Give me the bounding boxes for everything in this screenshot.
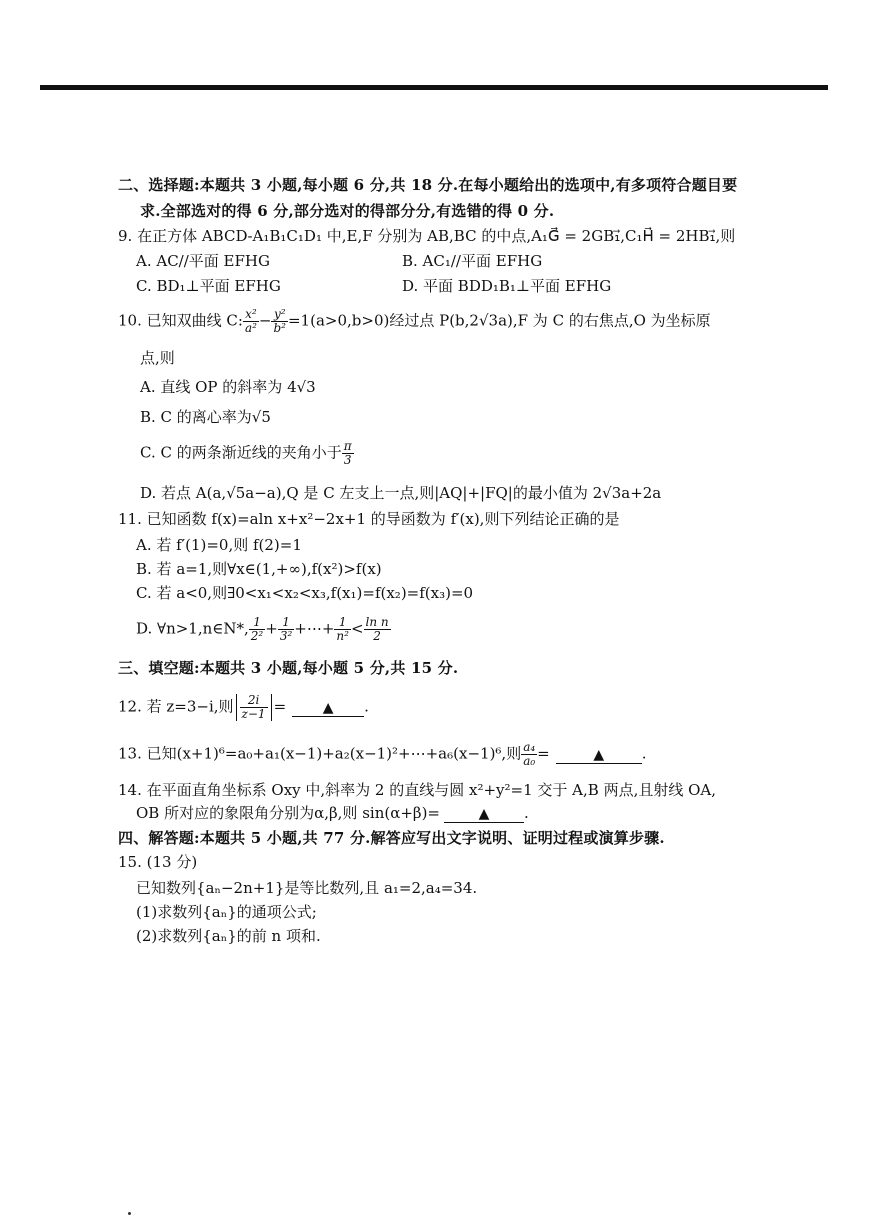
q14-line1: 14. 在平面直角坐标系 Oxy 中,斜率为 2 的直线与圆 x²+y²=1 交于 A,B 两点,且射线 OA, — [118, 781, 717, 799]
q10-option-c — [140, 440, 354, 467]
q10-frac-x: $\frac{\text{x²}}{\text{a²}}$ — [244, 307, 257, 335]
q11-option-d: D. ∀n>1,n∈N*, $\frac{1}{\text{2²}}$ + $\frac{1}{\text{3²}}$ +⋯+ $\frac{1}{\text{n²}}$ < $\frac{\text{ln n}}{2}$ — [136, 615, 389, 643]
q9-stem: 9. 在正方体 ABCD‑A₁B₁C₁D₁ 中,E,F 分别为 AB,BC 的中点,A₁G⃗ = 2GB₁⃗,C₁H⃗ = 2HB₁⃗,则 — [118, 227, 736, 245]
q9-option-a: A. AC//平面 EFHG — [136, 252, 270, 270]
q11-option-c: C. 若 a<0,则∃0<x₁<x₂<x₃,f(x₁)=f(x₂)=f(x₃)=0 — [136, 584, 474, 602]
section2-heading-line1: 二、选择题:本题共 3 小题,每小题 6 分,共 18 分.在每小题给出的选项中,有多项符合题目要 — [118, 176, 738, 194]
q13-line: 13. 已知(x+1)⁶=a₀+a₁(x−1)+a₂(x−1)²+⋯+a₆(x−1)⁶,则 $\frac{\text{a₄}}{\text{a₀}}$ = ▲ . — [118, 740, 647, 768]
q11-option-a: A. 若 f′(1)=0,则 f(2)=1 — [136, 536, 302, 554]
q10-option-d: D. 若点 A(a,√5a−a),Q 是 C 左支上一点,则|AQ|+|FQ|的最小值为 2√3a+2a — [140, 484, 662, 502]
section3-heading: 三、填空题:本题共 3 小题,每小题 5 分,共 15 分. — [118, 659, 459, 677]
q11-option-d-pre: D. ∀n>1,n∈N*, — [136, 619, 249, 638]
q10-option-a: A. 直线 OP 的斜率为 4√3 — [140, 378, 316, 396]
q9-option-d: D. 平面 BDD₁B₁⊥平面 EFHG — [402, 277, 612, 295]
q9-option-c: C. BD₁⊥平面 EFHG — [136, 277, 281, 295]
scan-speck — [128, 1212, 131, 1215]
q14-line2-pre: OB 所对应的象限角分别为α,β,则 sin(α+β)= — [136, 804, 440, 822]
q10-stem-pre: 10. 已知双曲线 C: — [118, 311, 243, 330]
q12-answer-blank[interactable]: ▲ — [292, 700, 364, 717]
header-rule — [40, 85, 828, 90]
section4-heading: 四、解答题:本题共 5 小题,共 77 分.解答应写出文字说明、证明过程或演算步骤. — [118, 829, 665, 847]
q11-frac-1: $\frac{1}{\text{2²}}$ — [250, 615, 264, 643]
q15-part1: (1)求数列{aₙ}的通项公式; — [136, 903, 317, 921]
q11-frac-3: $\frac{1}{\text{n²}}$ — [336, 615, 349, 643]
q10-option-c-text: C. C 的两条渐近线的夹角小于 — [140, 443, 342, 462]
q9-option-b: B. AC₁//平面 EFHG — [402, 252, 543, 270]
q10-option-b: B. C 的离心率为√5 — [140, 408, 271, 426]
q10-stem-line2: 点,则 — [140, 349, 175, 367]
q12-pre: 12. 若 z=3−i,则 — [118, 697, 234, 716]
q10-frac-pi3: $\frac{\pi}{3}$ — [343, 439, 352, 467]
q10-stem-post: =1(a>0,b>0)经过点 P(b,2√3a),F 为 C 的右焦点,O 为坐标原 — [287, 311, 711, 330]
q15-label: 15. (13 分) — [118, 853, 198, 871]
q11-frac-2: $\frac{1}{\text{3²}}$ — [279, 615, 293, 643]
q11-option-b: B. 若 a=1,则∀x∈(1,+∞),f(x²)>f(x) — [136, 560, 382, 578]
q12-line: 12. 若 z=3−i,则 $\frac{2i}{z-1}$ = ▲ . — [118, 693, 369, 721]
q11-stem: 11. 已知函数 f(x)=aln x+x²−2x+1 的导函数为 f′(x),则下列结论正确的是 — [118, 510, 620, 528]
q13-answer-blank[interactable]: ▲ — [556, 747, 642, 764]
q15-part2: (2)求数列{aₙ}的前 n 项和. — [136, 927, 321, 945]
q10-frac-y: $\frac{\text{y²}}{\text{b²}}$ — [273, 307, 286, 335]
section2-heading-line2: 求.全部选对的得 6 分,部分选对的得部分分,有选错的得 0 分. — [140, 202, 555, 220]
q15-stem: 已知数列{aₙ−2n+1}是等比数列,且 a₁=2,a₄=34. — [136, 879, 478, 897]
q14-line2: OB 所对应的象限角分别为α,β,则 sin(α+β)= ▲ . — [136, 804, 529, 822]
q14-answer-blank[interactable]: ▲ — [444, 806, 524, 823]
q11-frac-4: $\frac{\text{ln n}}{2}$ — [365, 615, 389, 643]
q12-abs: $\frac{2i}{z-1}$ — [236, 694, 272, 721]
q13-frac: $\frac{\text{a₄}}{\text{a₀}}$ — [523, 740, 536, 768]
q13-pre: 13. 已知(x+1)⁶=a₀+a₁(x−1)+a₂(x−1)²+⋯+a₆(x−1)⁶,则 — [118, 744, 522, 763]
q10-stem: 10. 已知双曲线 C: $\frac{\text{x²}}{\text{a²}}$ − $\frac{\text{y²}}{\text{b²}}$ =1(a>0,b>0)经过点 P(b,2√3a),F 为 C 的右焦点,O 为坐标原 — [118, 307, 711, 335]
